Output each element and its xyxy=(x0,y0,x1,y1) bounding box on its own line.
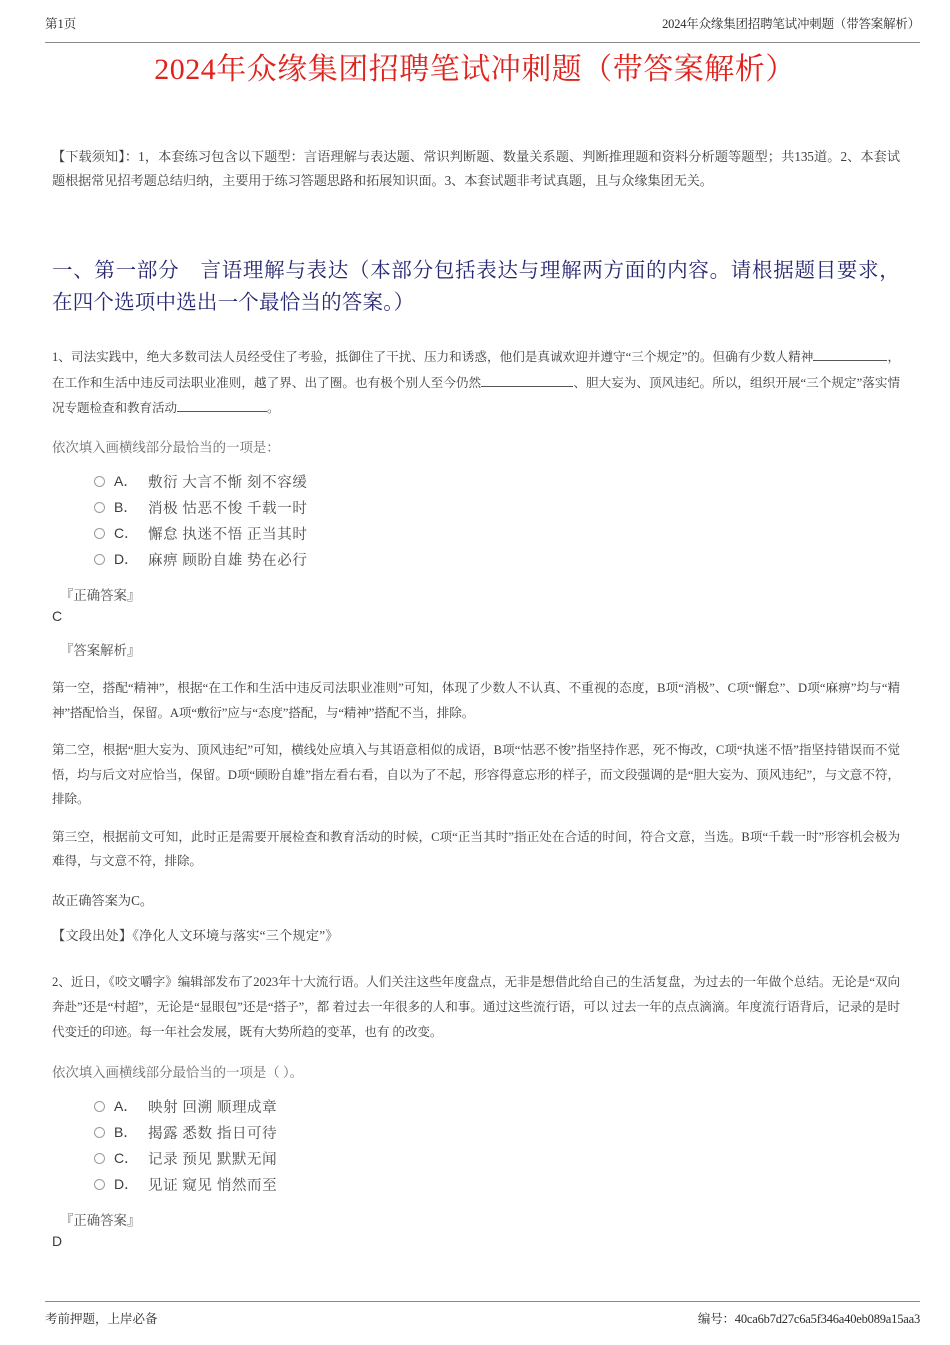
option-letter: C． xyxy=(114,1150,139,1167)
option-letter: A． xyxy=(114,1098,138,1115)
question-1-source-value: 《净化人文环境与落实“三个规定”》 xyxy=(132,928,339,944)
option-text: 映射 回溯 顺理成章 xyxy=(148,1099,278,1116)
question-block-2 xyxy=(52,970,900,1252)
running-footer xyxy=(45,1301,920,1327)
running-header-title: 2024年众缘集团招聘笔试冲刺题（带答案解析） xyxy=(662,17,920,31)
document-title: 2024年众缘集团招聘笔试冲刺题（带答案解析） xyxy=(154,53,796,86)
question-1-answer-label: 『正确答案』 xyxy=(60,588,141,604)
option-text: 见证 窥见 悄然而至 xyxy=(148,1177,278,1194)
question-2-answer-label: 『正确答案』 xyxy=(60,1213,141,1229)
option-text: 麻痹 顾盼自雄 势在必行 xyxy=(148,552,308,569)
radio-icon[interactable] xyxy=(94,528,105,539)
footer-code-value: 40ca6b7d27c6a5f346a40eb089a15aa3 xyxy=(734,1312,920,1326)
question-1-answer-value: C xyxy=(52,608,63,625)
question-2-prompt: 依次填入画横线部分最恰当的一项是（ ）。 xyxy=(52,1064,304,1080)
footer-slogan: 考前押题，上岸必备 xyxy=(45,1312,158,1326)
option-text: 懈怠 执迷不悟 正当其时 xyxy=(148,526,308,543)
option-text: 敷衍 大言不惭 刻不容缓 xyxy=(148,474,308,491)
question-1-analysis-label: 『答案解析』 xyxy=(60,643,141,659)
radio-icon[interactable] xyxy=(94,502,105,513)
question-1-stem-part1: 1、司法实践中，绝大多数司法人员经受住了考验，抵御住了干扰、压力和诱惑，他们是真诚欢迎并遵守“三个规定”的。但确有少数人精神 xyxy=(52,350,814,365)
question-1-stem-part2: ，在工作和生活中违反司法职业准则，越了界、出了圈。也有极个别人至今仍然 xyxy=(52,350,900,390)
radio-icon[interactable] xyxy=(94,1127,105,1138)
radio-icon[interactable] xyxy=(94,554,105,565)
document-body xyxy=(52,145,900,1252)
question-1-blank-3 xyxy=(177,411,267,412)
running-header xyxy=(45,18,920,43)
question-2-option-c[interactable] xyxy=(94,1145,900,1171)
question-1-source-label: 【文段出处】 xyxy=(52,928,133,944)
radio-icon[interactable] xyxy=(94,476,105,487)
question-1-options xyxy=(94,468,900,572)
footer-code-label: 编号： xyxy=(697,1312,735,1326)
question-1-stem xyxy=(52,345,900,421)
option-text: 揭露 悉数 指日可待 xyxy=(148,1125,278,1142)
question-1-blank-1 xyxy=(813,360,887,361)
question-2-stem: 2、近日，《咬文嚼字》编辑部发布了2023年十大流行语。人们关注这些年度盘点，无非是想借此给自己的生活复盘，为过去的一年做个总结。无论是“双向奔赴”还是“村超”，无论是“显眼包”还是“搭子”，都 着过去一年很多的人和事。通过这些流行语，可以 过去一年的点点滴滴。年度流行语背后，记录的是时代变迁的印迹。每一年社会发展，既有大势所趋的变革，也有 的改变。 xyxy=(52,975,900,1040)
question-1-stem-part4: 。 xyxy=(266,400,280,415)
option-letter: B． xyxy=(114,499,138,516)
option-letter: D． xyxy=(114,551,139,568)
page-number-label: 第1页 xyxy=(45,17,77,31)
option-letter: D． xyxy=(114,1176,139,1193)
question-block-1 xyxy=(52,345,900,944)
question-1-stem-part3: 、胆大妄为、顶风违纪。所以，组织开展“三个规定”落实情况专题检查和教育活动 xyxy=(52,375,900,415)
question-1-source xyxy=(52,925,900,944)
question-1-analysis-paragraph-2: 第二空，根据“胆大妄为、顶风违纪”可知，横线处应填入与其语意相似的成语，B项“怙恶不悛”指坚持作恶，死不悔改，C项“执迷不悟”指坚持错误而不觉悟，均与后文对应恰当，保留。D项“顾盼自雄”指左看右看，自以为了不起，形容得意忘形的样子，而文段强调的是“胆大妄为、顶风违纪”，与文意不符，排除。 xyxy=(52,743,900,807)
question-1-analysis-paragraph-1: 第一空，搭配“精神”，根据“在工作和生活中违反司法职业准则”可知，体现了少数人不认真、不重视的态度，B项“消极”、C项“懈怠”、D项“麻痹”均与“精神”搭配恰当，保留。A项“敷衍”应与“态度”搭配，与“精神”搭配不当，排除。 xyxy=(52,681,900,720)
question-1-analysis-paragraph-3: 第三空，根据前文可知，此时正是需要开展检查和教育活动的时候，C项“正当其时”指正处在合适的时间，符合文意，当选。B项“千载一时”形容机会极为难得，与文意不符，排除。 xyxy=(52,829,900,869)
question-2-option-a[interactable] xyxy=(94,1093,900,1119)
section-heading: 一、第一部分 言语理解与表达（本部分包括表达与理解两方面的内容。请根据题目要求，在四个选项中选出一个最恰当的答案。） xyxy=(52,259,900,314)
radio-icon[interactable] xyxy=(94,1153,105,1164)
option-text: 消极 怙恶不悛 千载一时 xyxy=(148,500,308,517)
option-letter: B． xyxy=(114,1124,138,1141)
download-notice: 【下载须知】：1，本套练习包含以下题型：言语理解与表达题、常识判断题、数量关系题、判断推理题和资料分析题等题型；共135道。2、本套试题根据常见招考题总结归纳，主要用于练习答题思路和拓展知识面。3、本套试题非考试真题，且与众缘集团无关。 xyxy=(52,149,900,189)
question-1-conclusion: 故正确答案为C。 xyxy=(52,893,154,909)
question-1-prompt: 依次填入画横线部分最恰当的一项是： xyxy=(52,439,280,455)
radio-icon[interactable] xyxy=(94,1179,105,1190)
question-1-blank-2 xyxy=(481,386,573,387)
footer-code xyxy=(698,1309,920,1327)
question-1-option-b[interactable] xyxy=(94,494,900,520)
question-1-option-c[interactable] xyxy=(94,520,900,546)
question-2-option-d[interactable] xyxy=(94,1171,900,1197)
question-1-option-a[interactable] xyxy=(94,468,900,494)
option-letter: C． xyxy=(114,525,139,542)
question-2-options xyxy=(94,1093,900,1197)
option-letter: A． xyxy=(114,473,138,490)
option-text: 记录 预见 默默无闻 xyxy=(148,1151,278,1168)
question-2-answer-value: D xyxy=(52,1233,63,1250)
radio-icon[interactable] xyxy=(94,1101,105,1112)
question-2-option-b[interactable] xyxy=(94,1119,900,1145)
question-1-option-d[interactable] xyxy=(94,546,900,572)
